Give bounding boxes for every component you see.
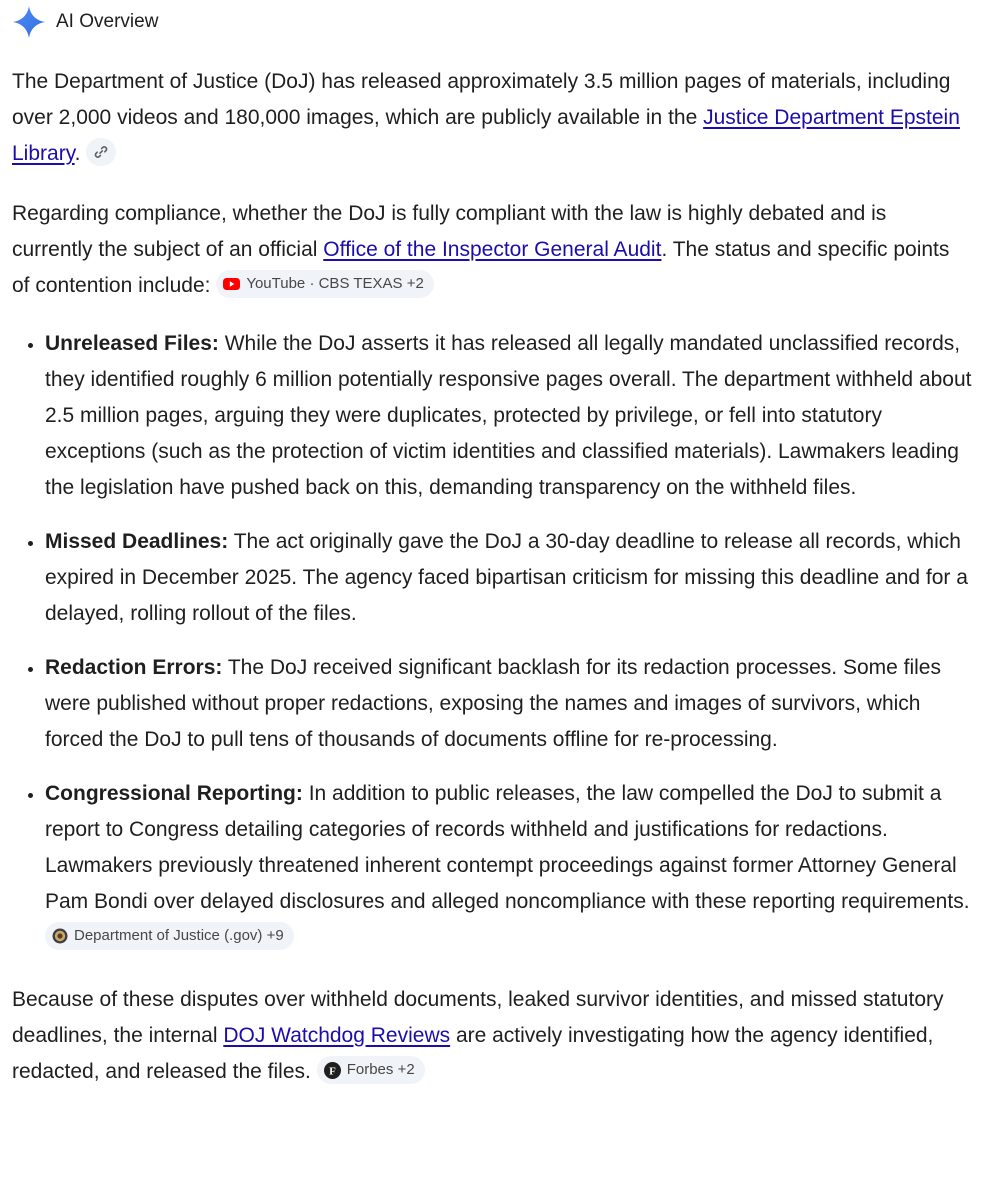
link-chip-button[interactable] xyxy=(86,138,116,166)
list-item xyxy=(45,326,972,506)
compliance-paragraph xyxy=(12,196,972,304)
source-chip-label: Forbes +2 xyxy=(346,1061,415,1079)
intro-text: The Department of Justice (DoJ) has released approximately 3.5 million pages of materials, including over 2,000 videos and 180,000 images, which are publicly available in the xyxy=(12,70,951,129)
svg-text:F: F xyxy=(328,1065,336,1078)
contention-list xyxy=(12,326,972,956)
gemini-sparkle-icon xyxy=(12,5,46,39)
source-chip-label: Department of Justice (.gov) +9 xyxy=(74,927,284,945)
epstein-library-link[interactable]: Justice Department Epstein Library xyxy=(12,106,960,165)
intro-paragraph xyxy=(12,64,972,172)
list-item xyxy=(45,776,972,956)
compliance-text-end: . The status and specific points of contention include: xyxy=(12,238,950,297)
youtube-icon xyxy=(223,278,240,290)
intro-text-end: . xyxy=(74,142,81,165)
list-item-title: Congressional Reporting: xyxy=(45,782,303,805)
source-chip-forbes[interactable] xyxy=(317,1056,425,1084)
closing-text: Because of these disputes over withheld documents, leaked survivor identities, and missed statutory deadlines, the internal xyxy=(12,988,944,1047)
forbes-icon xyxy=(324,1062,341,1079)
source-chip-youtube[interactable] xyxy=(216,270,433,298)
ai-overview-title: AI Overview xyxy=(56,11,159,32)
list-item xyxy=(45,650,972,758)
source-chip-doj[interactable] xyxy=(45,922,294,950)
ai-overview-header xyxy=(12,0,972,44)
source-chip-label: YouTube · CBS TEXAS +2 xyxy=(246,275,424,293)
list-item-title: Unreleased Files: xyxy=(45,332,219,355)
inspector-general-audit-link[interactable]: Office of the Inspector General Audit xyxy=(323,238,662,261)
list-item-text: In addition to public releases, the law compelled the DoJ to submit a report to Congress detailing categories of records withheld and justifications for redactions. Lawmakers previously threatened inherent contempt proceedings against former Attorney General Pam Bondi over delayed disclosures and alleged noncompliance with these reporting requirements. xyxy=(45,782,970,913)
closing-paragraph xyxy=(12,982,972,1090)
closing-text-end: are actively investigating how the agency identified, redacted, and released the files. xyxy=(12,1024,934,1083)
list-item-title: Missed Deadlines: xyxy=(45,530,229,553)
list-item-text: The DoJ received significant backlash for its redaction processes. Some files were published without proper redactions, exposing the names and images of survivors, which forced the DoJ to pull tens of thousands of documents offline for re-processing. xyxy=(45,656,941,751)
list-item-text: The act originally gave the DoJ a 30-day deadline to release all records, which expired in December 2025. The agency faced bipartisan criticism for missing this deadline and for a delayed, rolling rollout of the files. xyxy=(45,530,968,625)
doj-seal-icon xyxy=(52,928,68,944)
compliance-text: Regarding compliance, whether the DoJ is fully compliant with the law is highly debated and is currently the subject of an official xyxy=(12,202,887,261)
list-item-text: While the DoJ asserts it has released all legally mandated unclassified records, they identified roughly 6 million potentially responsive pages overall. The department withheld about 2.5 million pages, arguing they were duplicates, protected by privilege, or fell into statutory exceptions (such as the protection of victim identities and classified materials). Lawmakers leading the legislation have pushed back on this, demanding transparency on the withheld files. xyxy=(45,332,972,499)
list-item-title: Redaction Errors: xyxy=(45,656,223,679)
list-item xyxy=(45,524,972,632)
link-icon xyxy=(93,144,109,160)
doj-watchdog-reviews-link[interactable]: DOJ Watchdog Reviews xyxy=(223,1024,451,1047)
